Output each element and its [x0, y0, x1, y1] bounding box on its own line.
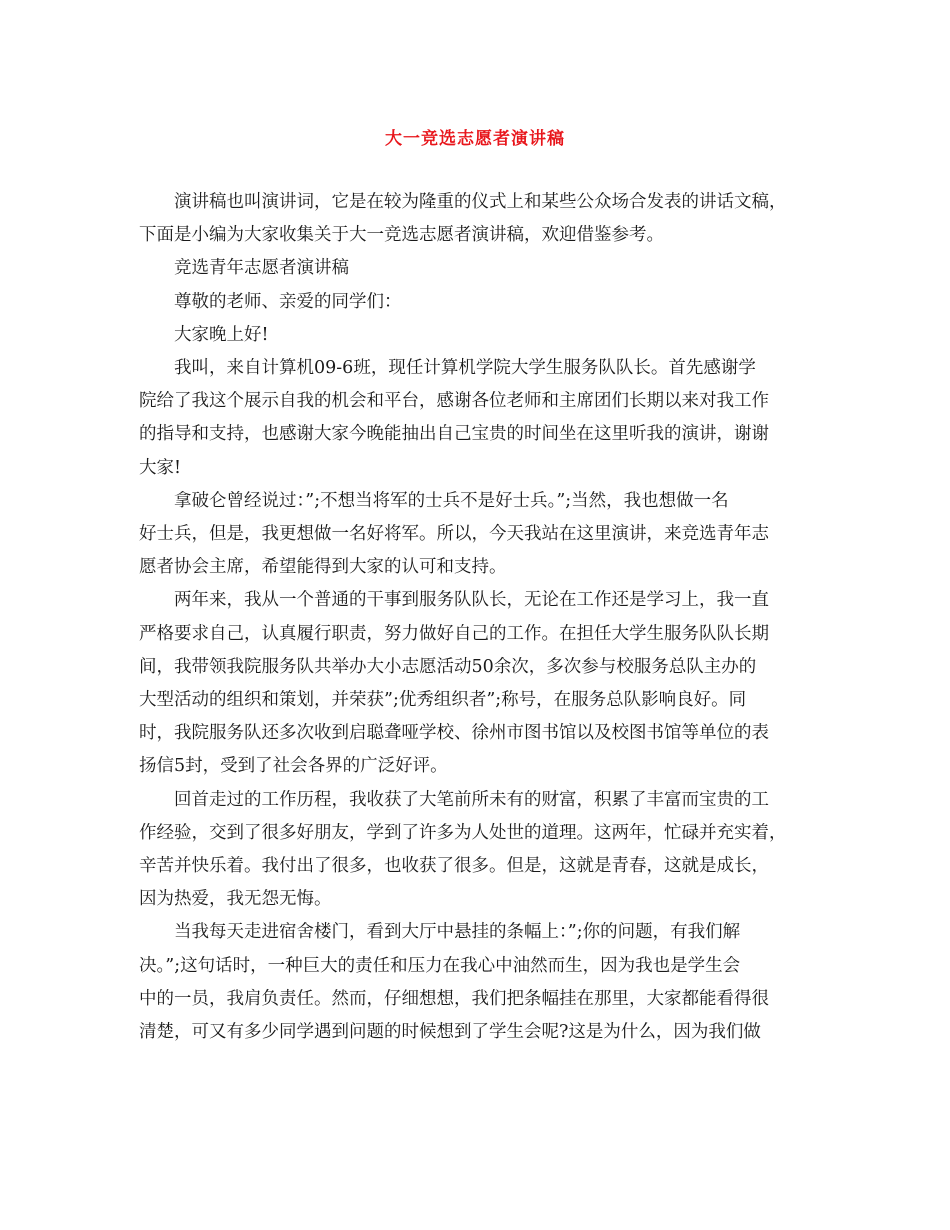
body-line: 清楚，可又有多少同学遇到问题的时候想到了学生会呢?这是为什么，因为我们做: [139, 1022, 761, 1043]
body-line: 两年来，我从一个普通的干事到服务队队长，无论在工作还是学习上，我一直: [174, 590, 769, 611]
body-line: 时，我院服务队还多次收到启聪聋哑学校、徐州市图书馆以及校图书馆等单位的表: [139, 723, 769, 744]
body-line: 院给了我这个展示自我的机会和平台，感谢各位老师和主席团们长期以来对我工作: [139, 391, 769, 412]
body-line: 间，我带领我院服务队共举办大小志愿活动50余次，多次参与校服务总队主办的: [139, 656, 757, 677]
body-line: 拿破仑曾经说过：”;不想当将军的士兵不是好士兵。”;当然，我也想做一名: [174, 490, 729, 511]
body-line: 大家!: [139, 457, 182, 478]
body-line: 愿者协会主席，希望能得到大家的认可和支持。: [139, 557, 507, 578]
body-line: 决。”;这句话时，一种巨大的责任和压力在我心中油然而生，因为我也是学生会: [139, 955, 741, 976]
body-line: 辛苦并快乐着。我付出了很多，也收获了很多。但是，这就是青春，这就是成长，: [139, 856, 769, 877]
body-line: 尊敬的老师、亲爱的同学们：: [174, 291, 402, 312]
body-line: 严格要求自己，认真履行职责，努力做好自己的工作。在担任大学生服务队队长期: [139, 623, 769, 644]
body-line: 下面是小编为大家收集关于大一竞选志愿者演讲稿，欢迎借鉴参考。: [139, 225, 664, 246]
body-line: 当我每天走进宿舍楼门，看到大厅中悬挂的条幅上：”;你的问题，有我们解: [174, 922, 741, 943]
body-line: 演讲稿也叫演讲词，它是在较为隆重的仪式上和某些公众场合发表的讲话文稿，: [174, 192, 787, 212]
body-line: 作经验，交到了很多好朋友，学到了许多为人处世的道理。这两年，忙碌并充实着，: [139, 822, 787, 843]
body-line: 因为热爱，我无怨无悔。: [139, 889, 332, 910]
body-line: 好士兵，但是，我更想做一名好将军。所以，今天我站在这里演讲，来竞选青年志: [139, 524, 769, 545]
document-body: [139, 186, 823, 1049]
body-line: 扬信5封，受到了社会各界的广泛好评。: [139, 756, 448, 777]
body-line: 回首走过的工作历程，我收获了大笔前所未有的财富，积累了丰富而宝贵的工: [174, 789, 769, 810]
body-line: 中的一员，我肩负责任。然而，仔细想想，我们把条幅挂在那里，大家都能看得很: [139, 988, 769, 1009]
body-line: 的指导和支持，也感谢大家今晚能抽出自己宝贵的时间坐在这里听我的演讲，谢谢: [139, 424, 769, 445]
body-line: 大型活动的组织和策划，并荣获”;优秀组织者”;称号，在服务总队影响良好。同: [139, 690, 747, 711]
body-line: 我叫，来自计算机09-6班，现任计算机学院大学生服务队队长。首先感谢学: [174, 358, 756, 379]
body-line: 大家晚上好!: [174, 324, 269, 345]
body-line: 竞选青年志愿者演讲稿: [174, 258, 349, 279]
document-title: 大一竞选志愿者演讲稿: [385, 129, 565, 149]
